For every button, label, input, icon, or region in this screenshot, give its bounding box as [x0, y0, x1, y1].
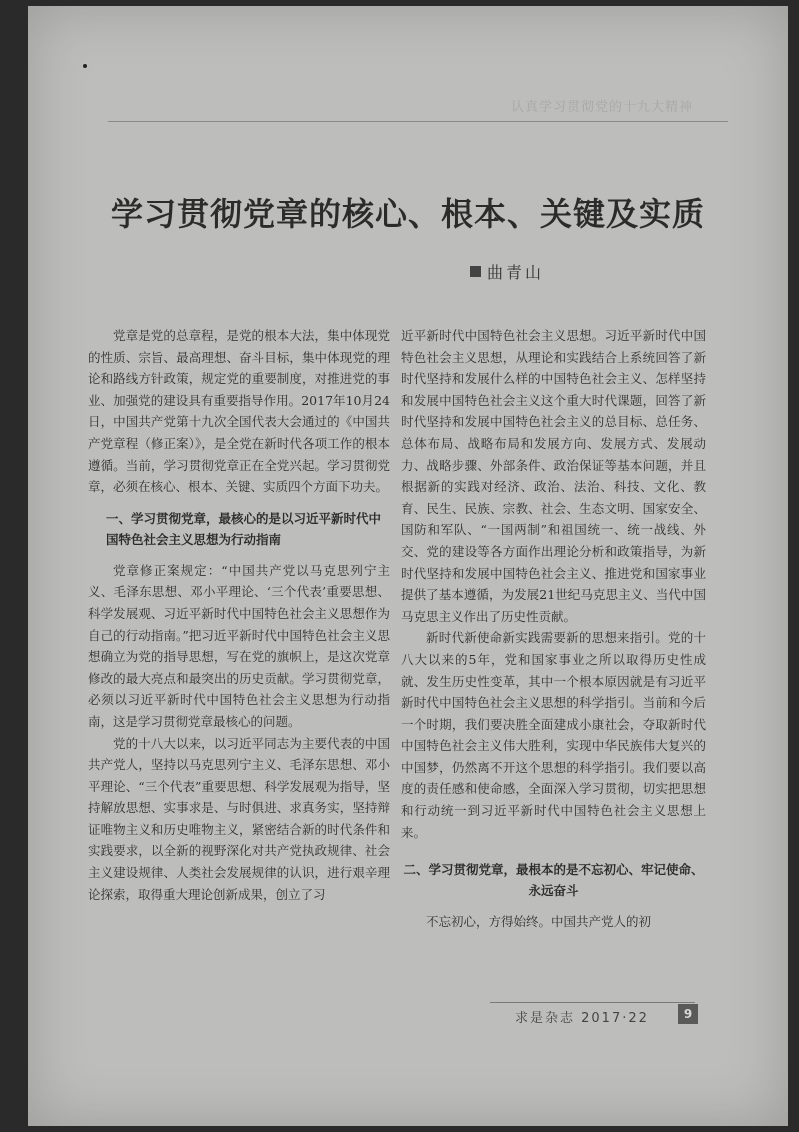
byline-marker-icon: [470, 266, 481, 277]
paragraph: 新时代新使命新实践需要新的思想来指引。党的十八大以来的5年，党和国家事业之所以取得历史性成就、发生历史性变革，其中一个根本原因就是有习近平新时代中国特色社会主义思想的科学指引。当前和今后一个时期，我们要决胜全面建成小康社会，夺取新时代中国特色社会主义伟大胜利，实现中华民族伟大复兴的中国梦，仍然离不开这个思想的科学指引。我们要以高度的责任感和使命感，全面深入学习贯彻，切实把思想和行动统一到习近平新时代中国特色社会主义思想上来。: [401, 630, 706, 840]
paragraph: 不忘初心，方得始终。中国共产党人的初: [426, 914, 652, 930]
magazine-footer: 求是杂志 2017·22: [515, 1011, 649, 1026]
article-title: 学习贯彻党章的核心、根本、关键及实质: [110, 195, 705, 233]
intro-paragraph: 党章是党的总章程，是党的根本大法，集中体现党的性质、宗旨、最高理想、奋斗目标，集中体现党的理论和路线方针政策，规定党的重要制度，对推进党的事业、加强党的建设具有重要指导作用。2017年10月24日，中国共产党第十九次全国代表大会通过的《中国共产党章程（修正案）》，是全党在新时代各项工作的根本遵循。当前，学习贯彻党章正在全党兴起。学习贯彻党章，必须在核心、根本、关键、实质四个方面下功夫。: [88, 328, 390, 495]
running-header: 认真学习贯彻党的十九大精神: [510, 100, 693, 115]
right-column: [401, 325, 706, 933]
section-1-heading: 一、学习贯彻党章，最核心的是以习近平新时代中国特色社会主义思想为行动指南: [106, 510, 382, 547]
paragraph: 党章修正案规定：“中国共产党以马克思列宁主义、毛泽东思想、邓小平理论、‘三个代表’重要思想、科学发展观、习近平新时代中国特色社会主义思想作为自己的行动指南。”把习近平新时代中国特色社会主义思想确立为党的指导思想，写在党的旗帜上，是这次党章修改的最大亮点和最突出的历史贡献。学习贯彻党章，必须以习近平新时代中国特色社会主义思想为行动指南，这是学习贯彻党章最核心的问题。: [88, 562, 390, 729]
paragraph-continued: 近平新时代中国特色社会主义思想。习近平新时代中国特色社会主义思想，从理论和实践结合上系统回答了新时代坚持和发展什么样的中国特色社会主义、怎样坚持和发展中国特色社会主义这个重大时代课题，回答了新时代坚持和发展中国特色社会主义的总目标、总任务、总体布局、战略布局和发展方向、发展方式、发展动力、战略步骤、外部条件、政治保证等基本问题，并且根据新的实践对经济、政治、法治、科技、文化、教育、民生、民族、宗教、社会、生态文明、国家安全、国防和军队、“一国两制”和祖国统一、统一战线、外交、党的建设等各方面作出理论分析和政策指导，为新时代坚持和发展中国特色社会主义、推进党和国家事业提供了基本遵循，为发展21世纪马克思主义、当代中国马克思主义作出了历史性贡献。: [401, 328, 706, 624]
author-name: 曲青山: [487, 263, 545, 282]
paragraph: 党的十八大以来，以习近平同志为主要代表的中国共产党人，坚持以马克思列宁主义、毛泽东思想、邓小平理论、“三个代表”重要思想、科学发展观为指导，坚持解放思想、实事求是、与时俱进、求真务实，坚持辩证唯物主义和历史唯物主义，紧密结合新的时代条件和实践要求，以全新的视野深化对共产党执政规律、社会主义建设规律、人类社会发展规律的认识，进行艰辛理论探索，取得重大理论创新成果，创立了习: [88, 735, 390, 902]
section-2-heading: 二、学习贯彻党章，最根本的是不忘初心、牢记使命、永远奋斗: [403, 862, 704, 899]
footer-rule: [490, 1002, 695, 1003]
page-number: 9: [678, 1004, 698, 1024]
header-rule: [108, 121, 728, 122]
byline: [470, 260, 544, 283]
speck: [83, 64, 87, 68]
left-column: [88, 325, 390, 905]
